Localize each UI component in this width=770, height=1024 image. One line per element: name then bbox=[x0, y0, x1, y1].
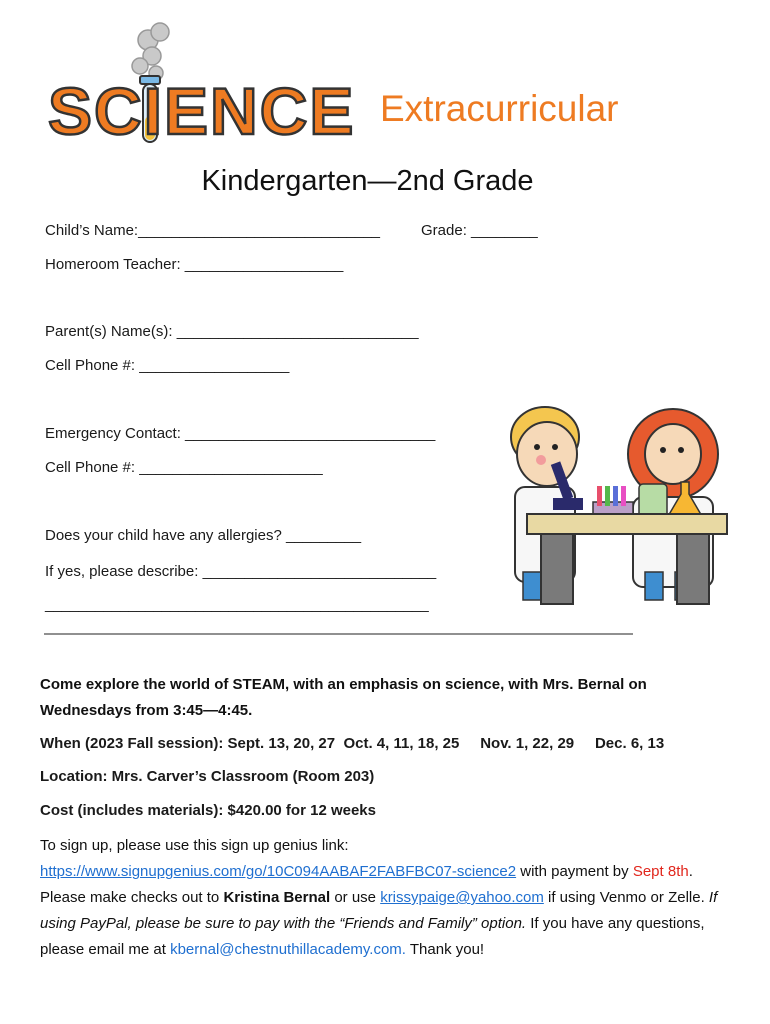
signup-intro: To sign up, please use this sign up genius link: bbox=[40, 837, 349, 854]
venmo-email-link[interactable]: krissypaige@yahoo.com bbox=[380, 889, 544, 906]
kids-scientists-illustration bbox=[505, 402, 735, 622]
cost-text: Cost (includes materials): $420.00 for 12 weeks bbox=[40, 802, 376, 819]
signup-link[interactable]: https://www.signupgenius.com/go/10C094AABAF2FABFBC07-science2 bbox=[40, 863, 517, 880]
signup-paragraph bbox=[40, 833, 730, 963]
grade-range-title: Kindergarten—2nd Grade bbox=[201, 165, 534, 197]
emergency-cell-field[interactable]: Cell Phone #: ______________________ bbox=[45, 459, 323, 476]
child-name-field[interactable]: Child’s Name:_____________________________ bbox=[45, 222, 381, 239]
allergies-field[interactable]: Does your child have any allergies? _________ bbox=[45, 527, 362, 544]
allergy-description-line[interactable]: ______________________________________________ bbox=[45, 596, 429, 613]
beaker-icon bbox=[40, 18, 370, 153]
emergency-contact-field[interactable]: Emergency Contact: ______________________________ bbox=[45, 425, 436, 442]
location-text: Location: Mrs. Carver’s Classroom (Room 203) bbox=[40, 768, 375, 785]
grade-field[interactable]: Grade: ________ bbox=[421, 222, 538, 239]
thanks-text: Thank you! bbox=[409, 941, 485, 958]
session-dates: When (2023 Fall session): Sept. 13, 20, 27 Oct. 4, 11, 18, 25 Nov. 1, 22, 29 Dec. 6, 13 bbox=[40, 735, 665, 752]
parent-cell-field[interactable]: Cell Phone #: __________________ bbox=[45, 357, 290, 374]
divider: —————————————————————————————————————————— bbox=[44, 625, 632, 642]
questions-text: If you have any questions, please email me at bbox=[40, 915, 705, 958]
paypal-note: If using PayPal, please be sure to pay with the “Friends and Family” option. bbox=[40, 889, 718, 932]
venmo-text: if using Venmo or Zelle. bbox=[548, 889, 705, 906]
allergy-description-field[interactable]: If yes, please describe: ____________________________ bbox=[45, 563, 437, 580]
or-use-text: or use bbox=[334, 889, 377, 906]
payment-by-text: with payment by bbox=[520, 863, 629, 880]
payee-name: Kristina Bernal bbox=[223, 889, 331, 906]
logo-text: SCIENCE bbox=[48, 74, 356, 148]
contact-email-link[interactable]: kbernal@chestnuthillacademy.com. bbox=[170, 941, 406, 958]
checks-text: . Please make checks out to bbox=[40, 863, 693, 906]
science-logo bbox=[40, 18, 370, 153]
intro-text: Come explore the world of STEAM, with an emphasis on science, with Mrs. Bernal on Wednesdays from 3:45—4:45. bbox=[40, 676, 647, 719]
subtitle: Extracurricular bbox=[380, 88, 619, 129]
deadline-text: Sept 8th bbox=[632, 863, 689, 880]
homeroom-teacher-field[interactable]: Homeroom Teacher: ___________________ bbox=[45, 256, 344, 273]
parent-names-field[interactable]: Parent(s) Name(s): _____________________________ bbox=[45, 323, 419, 340]
